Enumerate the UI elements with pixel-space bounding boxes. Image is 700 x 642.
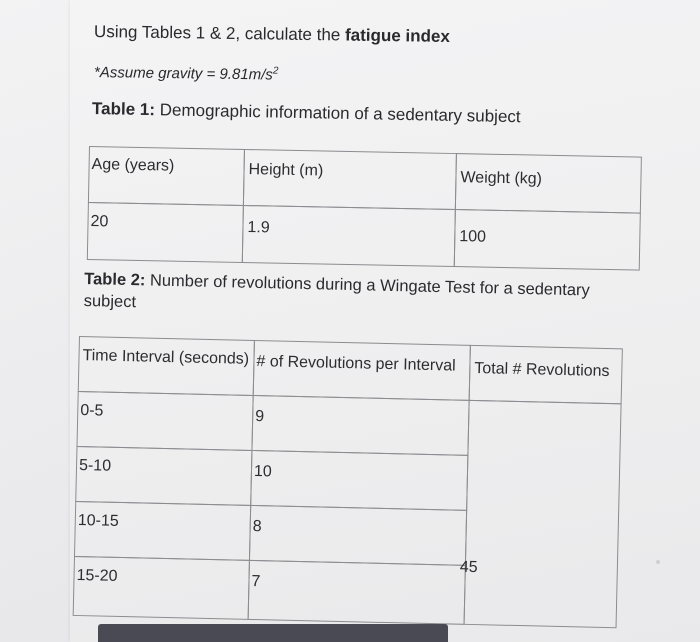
table2-row-3-revolutions	[249, 505, 467, 566]
table2-revolutions-value: 7	[251, 572, 261, 591]
table2-total-value: 45	[459, 558, 478, 577]
table1-caption-text: Demographic information of a sedentary subject	[154, 100, 521, 127]
table2-row-4-interval	[73, 556, 250, 620]
table2-interval-value: 0-5	[80, 402, 104, 420]
table1-header-weight	[455, 153, 642, 214]
table2-header-total-label: Total # Revolutions	[474, 359, 610, 381]
table1-header-height	[243, 149, 457, 210]
gravity-note-text: *Assume gravity = 9.81m/s	[93, 64, 273, 84]
table2-revolutions-value: 8	[252, 517, 262, 536]
table2-row-1-revolutions	[251, 395, 469, 456]
table1-value-height: 1.9	[247, 219, 270, 237]
question-prefix: Using Tables 1 & 2, calculate the	[93, 22, 346, 45]
table1-cell-age	[87, 202, 244, 263]
table2-header-revolutions	[253, 340, 471, 401]
gravity-note	[94, 63, 279, 84]
table2-row-2-revolutions	[250, 450, 468, 511]
table2-header-total	[469, 345, 623, 404]
table2-caption-text: Number of revolutions during a Wingate Test for a sedentary subject	[83, 271, 590, 312]
table2-revolutions-value: 10	[253, 463, 272, 481]
table2-row-3-interval	[74, 501, 251, 561]
gravity-note-exponent: 2	[272, 65, 279, 77]
table2-header-revolutions-label: # of Revolutions per Interval	[256, 353, 456, 375]
table1-header-height-label: Height (m)	[248, 161, 324, 180]
table2-interval-value: 5-10	[78, 457, 112, 475]
table1-header-age-label: Age (years)	[91, 156, 175, 175]
table2-interval-value: 15-20	[76, 567, 118, 585]
table2-header-interval-label: Time Interval (seconds)	[82, 347, 250, 368]
table2-row-1-interval	[76, 391, 253, 451]
table2-total-cell	[459, 400, 622, 628]
table2-row-4-revolutions	[248, 560, 466, 625]
table1-header-age	[88, 146, 245, 206]
table2-revolutions-value: 9	[255, 408, 265, 426]
table2-header-interval	[78, 336, 255, 396]
table2-row-2-interval	[75, 446, 252, 506]
question-emphasis: fatigue index	[344, 25, 451, 46]
table1-cell-weight	[454, 209, 641, 271]
table1-cell-height	[242, 205, 456, 267]
page-speck	[656, 560, 660, 564]
table1-caption-label: Table 1:	[91, 99, 156, 120]
table1-header-weight-label: Weight (kg)	[460, 169, 543, 188]
table1-value-weight: 100	[459, 228, 487, 246]
table2-interval-value: 10-15	[77, 512, 119, 530]
footer-bar	[98, 624, 448, 642]
table2-caption-label: Table 2:	[84, 270, 146, 290]
table1-value-age: 20	[90, 213, 109, 231]
